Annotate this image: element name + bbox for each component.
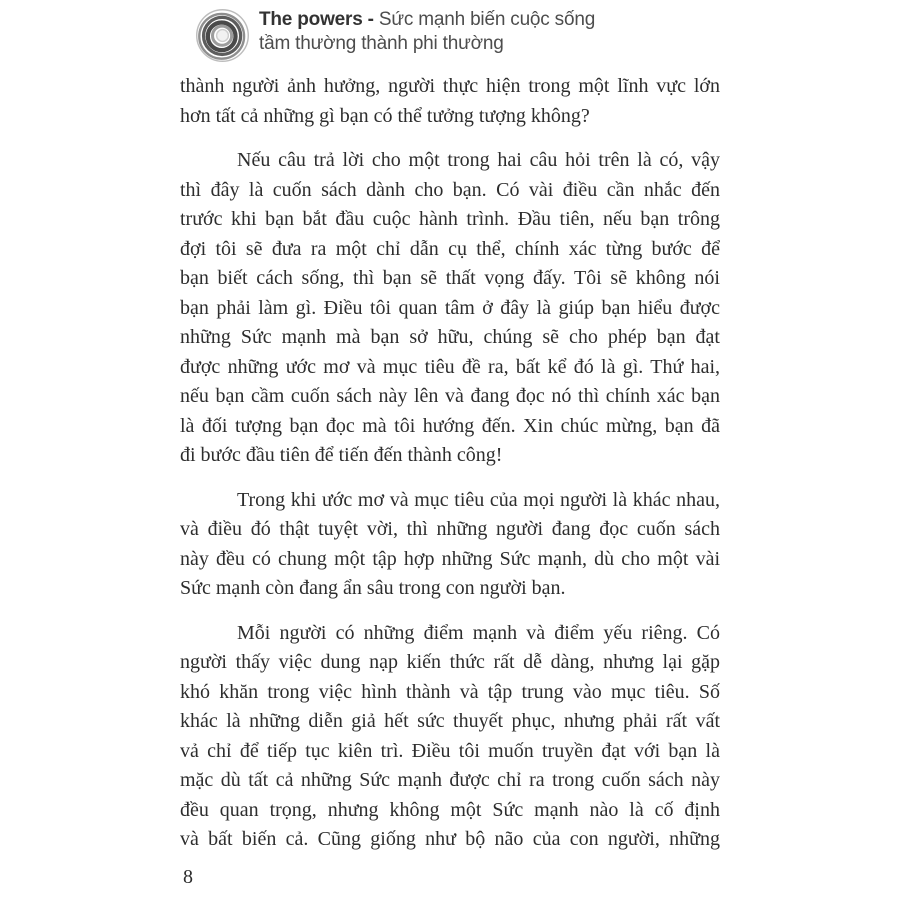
text-line: người thấy việc dung nạp kiến thức rất dễ dàng, nhưng lại gặp bbox=[180, 651, 720, 673]
text-line: khó khăn trong việc hình thành và tập trung vào mục tiêu. Số bbox=[180, 680, 720, 703]
text-line: vả chỉ để tiếp tục kiên trì. Điều tôi muốn truyền đạt với bạn là bbox=[180, 739, 720, 762]
paragraph bbox=[180, 72, 720, 131]
text-line: khác là những diễn giả hết sức thuyết phục, nhưng phải rất vất bbox=[180, 710, 720, 732]
text-line: là đối tượng bạn đọc mà tôi hướng đến. Xin chúc mừng, bạn đã bbox=[180, 414, 720, 437]
text-line: trước khi bạn bắt đầu cuộc hành trình. Đầu tiên, nếu bạn trông bbox=[180, 208, 720, 230]
text-line: và bất biến cả. Cũng giống như bộ não của con người, những bbox=[180, 828, 720, 850]
text-line: đi bước đầu tiên để tiến đến thành công! bbox=[180, 444, 503, 466]
book-title-english: The powers - bbox=[259, 9, 374, 30]
text-line: mặc dù tất cả những Sức mạnh được chỉ ra trong cuốn sách này bbox=[180, 769, 720, 791]
book-title-line1 bbox=[259, 8, 595, 32]
text-line: hơn tất cả những gì bạn có thể tưởng tượng không? bbox=[180, 104, 590, 127]
text-line: Mỗi người có những điểm mạnh và điểm yếu riêng. Có bbox=[237, 621, 720, 644]
text-line: này đều có chung một tập hợp những Sức mạnh, dù cho một vài bbox=[180, 547, 720, 570]
spiral-logo-icon bbox=[195, 8, 250, 63]
text-line: đợi tôi sẽ đưa ra một chỉ dẫn cụ thể, chính xác từng bước để bbox=[180, 237, 720, 260]
text-line: Trong khi ước mơ và mục tiêu của mọi người là khác nhau, bbox=[237, 488, 720, 511]
text-line: và điều đó thật tuyệt vời, thì những người đang đọc cuốn sách bbox=[180, 518, 720, 540]
page-body bbox=[180, 72, 720, 855]
paragraph bbox=[180, 619, 720, 855]
text-line: Sức mạnh còn đang ẩn sâu trong con người bạn. bbox=[180, 577, 566, 599]
text-line: thành người ảnh hưởng, người thực hiện trong một lĩnh vực lớn bbox=[180, 75, 720, 97]
paragraph bbox=[180, 146, 720, 471]
book-subtitle-part1: Sức mạnh biến cuộc sống bbox=[378, 9, 596, 30]
text-line: đều quan trọng, nhưng không một Sức mạnh nào là cố định bbox=[180, 798, 720, 821]
text-line: nếu bạn cầm cuốn sách này lên và đang đọc nó thì chính xác bạn bbox=[180, 385, 720, 407]
book-subtitle-part2: tầm thường thành phi thường bbox=[259, 33, 504, 54]
text-line: thì đây là cuốn sách dành cho bạn. Có vài điều cần nhắc đến bbox=[180, 178, 720, 201]
text-line: bạn phải làm gì. Điều tôi quan tâm ở đây là giúp bạn hiểu được bbox=[180, 296, 720, 319]
page-number: 8 bbox=[183, 866, 193, 888]
text-line: được những ước mơ và mục tiêu đề ra, bất kể đó là gì. Thứ hai, bbox=[180, 355, 720, 378]
text-line: bạn biết cách sống, thì bạn sẽ thất vọng đấy. Tôi sẽ không nói bbox=[180, 267, 720, 289]
text-line: Nếu câu trả lời cho một trong hai câu hỏi trên là có, vậy bbox=[237, 149, 720, 171]
page-header bbox=[195, 6, 595, 63]
book-title bbox=[259, 6, 595, 56]
text-line: những Sức mạnh mà bạn sở hữu, chúng sẽ cho phép bạn đạt bbox=[180, 326, 720, 348]
paragraph bbox=[180, 486, 720, 604]
